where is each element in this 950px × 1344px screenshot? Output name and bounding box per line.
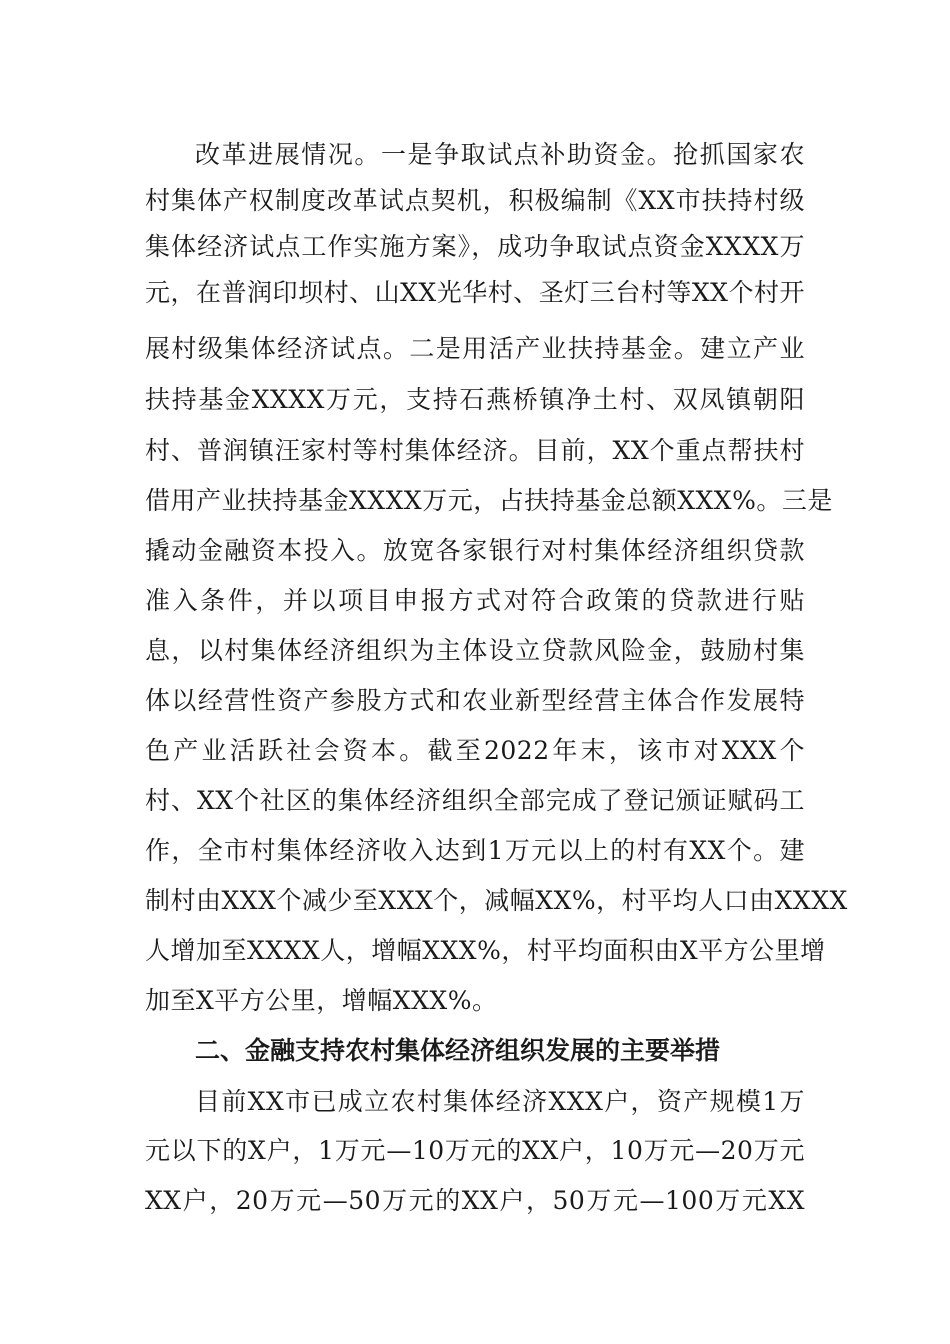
- paragraph-line: 借用产业扶持基金XXXX万元，占扶持基金总额XXX%。三是: [145, 486, 833, 515]
- paragraph-line: 展村级集体经济试点。二是用活产业扶持基金。建立产业: [145, 334, 805, 363]
- paragraph-line: 扶持基金XXXX万元，支持石燕桥镇净土村、双凤镇朝阳: [145, 385, 805, 414]
- paragraph-line: 人增加至XXXX人，增幅XXX%，村平均面积由X平方公里增: [145, 936, 826, 965]
- paragraph-line: 息，以村集体经济组织为主体设立贷款风险金，鼓励村集: [145, 636, 805, 665]
- paragraph-line: 制村由XXX个减少至XXX个，减幅XX%，村平均人口由XXXX: [145, 886, 848, 915]
- paragraph-line: 元以下的X户，1万元—10万元的XX户，10万元—20万元: [145, 1136, 805, 1165]
- paragraph-line: 加至X平方公里，增幅XXX%。: [145, 986, 498, 1015]
- paragraph-line: 准入条件，并以项目申报方式对符合政策的贷款进行贴: [145, 586, 805, 615]
- paragraph-line: 体以经营性资产参股方式和农业新型经营主体合作发展特: [145, 686, 805, 715]
- paragraph-line: 色产业活跃社会资本。截至2022年末，该市对XXX个: [145, 736, 805, 765]
- paragraph-line: 作，全市村集体经济收入达到1万元以上的村有XX个。建: [145, 836, 805, 865]
- section-heading: 二、金融支持农村集体经济组织发展的主要举措: [195, 1036, 721, 1065]
- paragraph-line: 撬动金融资本投入。放宽各家银行对村集体经济组织贷款: [145, 536, 805, 565]
- paragraph-line: 集体经济试点工作实施方案》，成功争取试点资金XXXX万: [145, 232, 805, 261]
- paragraph-line: 村、普润镇汪家村等村集体经济。目前，XX个重点帮扶村: [145, 436, 805, 465]
- paragraph-line: 目前XX市已成立农村集体经济XXX户，资产规模1万: [195, 1087, 805, 1116]
- paragraph-line: 村、XX个社区的集体经济组织全部完成了登记颁证赋码工: [145, 786, 805, 815]
- paragraph-line: 改革进展情况。一是争取试点补助资金。抢抓国家农: [195, 140, 805, 169]
- paragraph-line: 元，在普润印坝村、山XX光华村、圣灯三台村等XX个村开: [145, 278, 805, 307]
- paragraph-line: 村集体产权制度改革试点契机，积极编制《XX市扶持村级: [145, 186, 805, 215]
- paragraph-line: XX户，20万元—50万元的XX户，50万元—100万元XX: [145, 1186, 805, 1215]
